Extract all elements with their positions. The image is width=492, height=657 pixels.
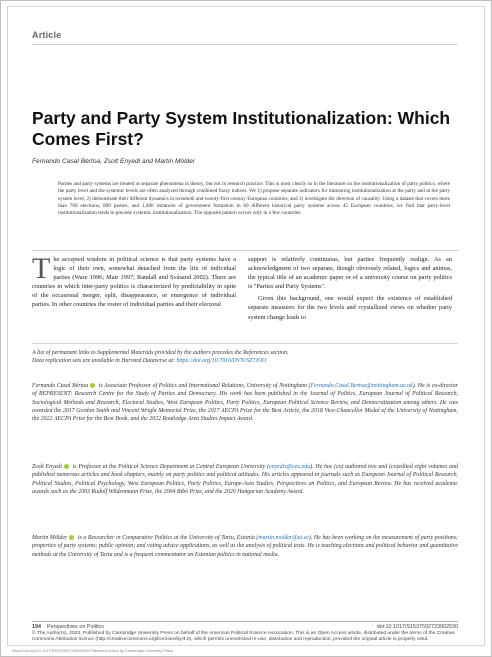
bio-text: is Associate Professor of Politics and International Relations, University of Nottingham ( — [97, 383, 311, 389]
publication-strip: https://doi.org/10.1017/S1537592723002530 Published online by Cambridge University Press — [12, 648, 174, 653]
bio-text: ). He has been working on the measurement of party positions; properties of party systems; public opinion; and voting advice applications, as well as the analysis of political texts. He is teaching elections and political behavior and quantitative methods at the University of Tartu and is a frequent commentator on Estonian politics in national media. — [32, 535, 458, 558]
bio-text: is Professor at the Political Science Department at Central European University ( — [70, 464, 269, 470]
body-paragraph: support is relatively continuous, but parties frequently realign. As an acknowledgment of two separate, though obviously related, logics and animas, the typical title of an academic paper or of a university course on party politics is "Parties and Party Systems". — [248, 256, 452, 291]
author-bio-enyedi — [32, 463, 458, 496]
email-link[interactable]: enyediz@ceu.edu — [268, 464, 311, 470]
author-bio-casal-bertoa — [32, 382, 458, 423]
body-paragraph — [32, 252, 236, 310]
footer-pagination — [32, 624, 104, 630]
journal-name: Perspectives on Politics — [47, 624, 104, 630]
body-column-right — [248, 255, 452, 325]
bio-author-name: Zsolt Enyedi — [32, 464, 62, 470]
bio-author-name: Martin Mölder — [32, 535, 68, 541]
data-note — [32, 357, 458, 365]
notes-divider — [32, 343, 458, 344]
section-divider — [32, 44, 458, 45]
supplemental-notes — [32, 349, 458, 365]
bio-author-name: Fernando Casal Bértoa — [32, 383, 89, 389]
author-bio-molder — [32, 534, 458, 559]
bio-text: ). He is co-director of REPRESENT: Research Centre for the Study of Parties and Democracy. His work has been published in the Journal of Politics, European Journal of Political Research, Sociological Methods and Research, Electoral Studies, West European Politics, Party Politics, European Political Science Review, and Democratization among others. He was awarded the 2017 Gordon Smith and Vincent Wright Memorial Prize, the 2017 AECPA Prize for the Best Article, the 2018 Vice-Chancellor Medal of the University of Nottingham, the 2022 AECPA Prize for the Best Book, and the 2022 Routledge Area Studies Impact Award. — [32, 383, 458, 423]
supplemental-note: A list of permanent links to Supplemental Materials provided by the authors precedes the References section. — [32, 350, 289, 356]
orcid-icon[interactable] — [90, 383, 95, 388]
body-text: he accepted wisdom in political science is that party systems have a logic of their own, somewhat detached from the life of individual parties (Ware 1996; Mair 1997; Randall and Svåsand 2002). There are countries in which inter-party politics is characterized by predictability in spite of the occasional merger, split, disappearance, or emergence of individual parties. In other countries the roster of individual parties and their electoral — [32, 256, 236, 309]
bio-text: ). He has (co) authored two and (co)edited eight volumes and published numerous articles and book chapters, mainly on party politics and political attitudes. His articles appeared in journals such as European Journal of Political Research, Political Studies, Political Psychology, West European Politics, Party Politics, Europe-Asia Studies, Perspectives on Politics, and European Review. He has received academic awards such as the 2003 Rudolf Wildenmann Prize, the 2004 Bibó Prize, and the 2020 Hungarian Academy Award. — [32, 464, 458, 495]
abstract-divider — [32, 250, 458, 251]
footer-divider — [32, 621, 458, 622]
license-statement: © The Author(s), 2023. Published by Cambridge University Press on behalf of the American Political Science Association. This is an Open Access article, distributed under the terms of the Creative Commons Attribution licence (http://creativecommons.org/licenses/by/4.0), which permits unrestricted re-use, distribution and reproduction, provided the original article is properly cited. — [32, 631, 455, 643]
footer-doi[interactable]: doi:10.1017/S1537592723002530 — [376, 624, 458, 630]
page-number: 194 — [32, 624, 41, 630]
email-link[interactable]: Fernando.Casal.Bertoa@nottingham.ac.uk — [310, 383, 413, 389]
body-paragraph: Given this background, one would expect the existence of established separate measures for the two levels and crystallized views on whether party system change leads to — [248, 295, 452, 321]
article-authors: Fernando Casal Bértoa, Zsolt Enyedi and Martin Mölder — [32, 158, 196, 165]
body-column-left — [32, 252, 236, 313]
orcid-icon[interactable] — [64, 464, 69, 469]
drop-cap: T — [32, 252, 51, 285]
data-note-text: Data replication sets are available in Harvard Dataverse at: — [32, 358, 177, 365]
article-title: Party and Party System Institutionalization: Which Comes First? — [32, 108, 451, 149]
section-label: Article — [32, 30, 62, 40]
bio-text: is a Researcher in Comparative Politics at the University of Tartu, Estonia ( — [76, 535, 259, 541]
dataverse-link[interactable]: https://doi.org/10.7910/DVN/SZ7JOO — [176, 358, 267, 365]
orcid-icon[interactable] — [69, 535, 74, 540]
article-abstract: Parties and party systems are treated as separate phenomena in theory, but not in research practice. This is most clearly so in the literature on the institutionalization of party politics, where the party level and the systemic levels are often analyzed through combined fuzzy indices. We 1) propose separate indicators for measuring institutionalization at the party and at the party system level, 2) demonstrate their different dynamics in twentieth and twenty-first century European countries, and 3) investigate the direction of causality. Using a dataset that covers more than 700 elections, 800 parties, and 1,400 instances of government formation in 60 different historical party systems across 45 European countries, we find that party-level institutionalization tends to precede systemic institutionalization. The opposite pattern occurs only in a few countries. — [58, 181, 450, 217]
email-link[interactable]: martin.molder@ut.ee — [258, 535, 309, 541]
